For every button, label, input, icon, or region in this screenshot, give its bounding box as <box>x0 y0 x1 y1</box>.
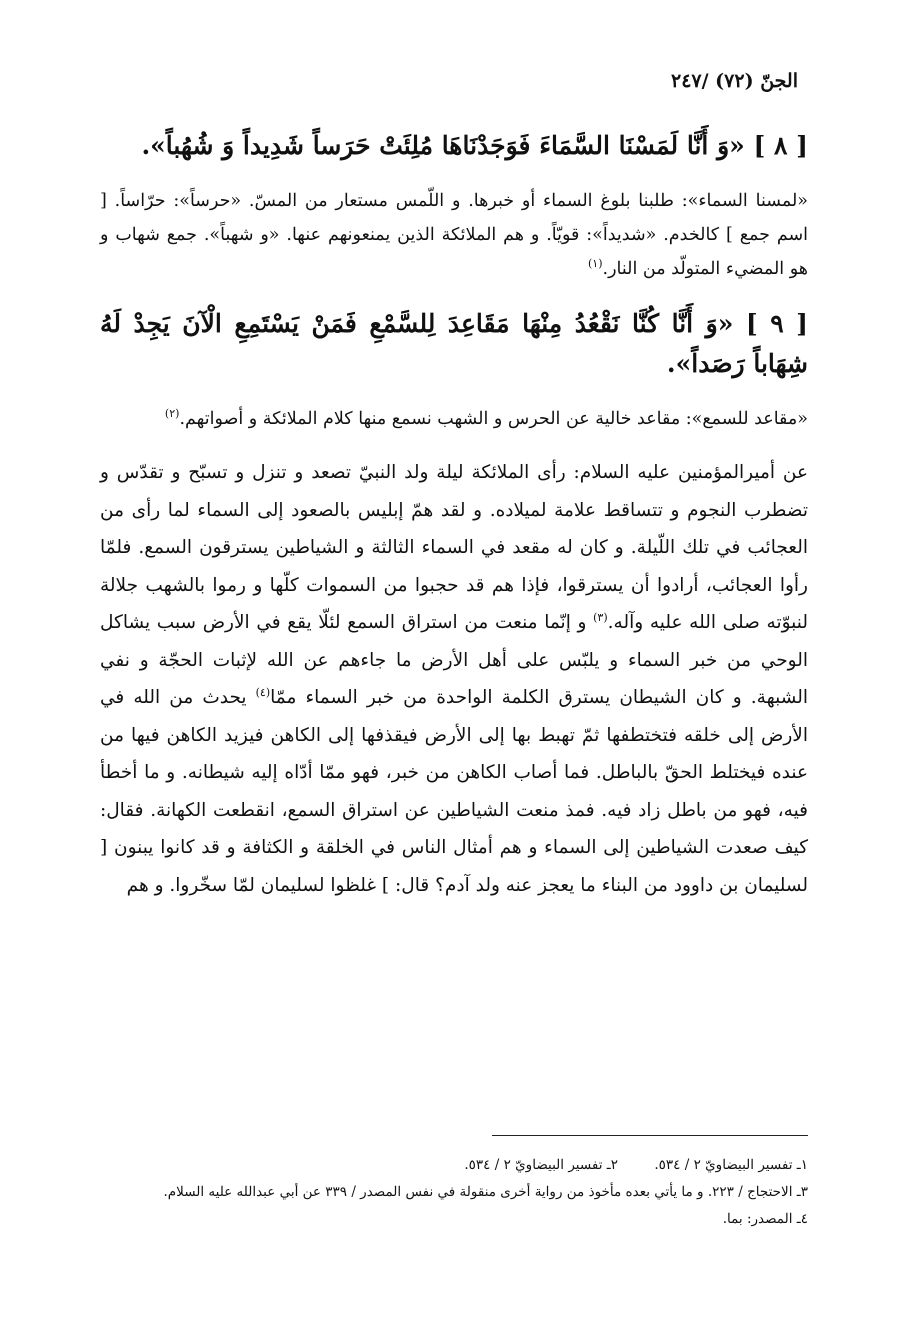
footnote-1: ١ـ تفسير البيضاويّ ٢ / ٥٣٤. <box>654 1157 808 1173</box>
footnote-divider <box>492 1135 808 1136</box>
commentary-verse-9-text: «مقاعد للسمع»: مقاعد خالية عن الحرس و الشهب نسمع منها كلام الملائكة و أصواتهم. <box>179 409 808 429</box>
footnote-3: ٣ـ الاحتجاج / ٢٢٣. و ما يأتي بعده مأخوذ من رواية أخرى منقولة في نفس المصدر / ٣٣٩ عن أبي عبدالله عليه السلام. <box>163 1184 808 1200</box>
footnote-ref-2: (٢) <box>164 407 180 421</box>
paragraph-part-3: يحدث من الله في الأرض إلى خلقه فتختطفها ثمّ تهبط بها إلى الأرض فيقذفها إلى الكاهن فيزيد الكاهن فيها من عنده فيختلط الحقّ بالباطل. فما أصاب الكاهن من خبر، فهو ممّا أدّاه إليه شيطانه. و ما أخطأ فيه، فهو من باطل زاد فيه. فمذ منعت الشياطين عن استراق السمع، انقطعت الكهانة. فقال: كيف صعدت الشياطين إلى السماء و هم أمثال الناس في الخلقة و الكثافة و قد كانوا يبنون [ لسليمان بن داوود من البناء ما يعجز عنه ولد آدم؟ قال: ] غلظوا لسليمان لمّا سخّروا. و هم <box>100 687 808 896</box>
commentary-verse-8 <box>100 184 808 286</box>
page-content <box>100 126 808 904</box>
footnote-ref-1: (١) <box>587 257 603 271</box>
hadith-paragraph <box>100 454 808 904</box>
footnote-4: ٤ـ المصدر: بما. <box>722 1211 808 1227</box>
commentary-verse-9 <box>100 402 808 436</box>
commentary-verse-8-text: «لمسنا السماء»: طلبنا بلوغ السماء أو خبرها. و اللّمس مستعار من المسّ. «حرساً»: حرّاساً. [ اسم جمع ] كالخدم. «شديداً»: قويّاً. و هم الملائكة الذين يمنعونهم عنها. «و شهباً». جمع شهاب و هو المضيء المتولّد من النار. <box>100 191 808 279</box>
verse-8: [ ٨ ] «وَ أَنَّا لَمَسْنَا السَّمَاءَ فَوَجَدْنَاهَا مُلِئَتْ حَرَساً شَدِيداً وَ شُهُباً». <box>141 131 808 160</box>
page-header: الجنّ (٧٢) /٢٤٧ <box>671 70 798 92</box>
paragraph-part-1: عن أميرالمؤمنين عليه السلام: رأى الملائكة ليلة ولد النبيّ تصعد و تنزل و تسبّح و تقدّس و تضطرب النجوم و تتساقط علامة لميلاده. و لقد همّ إبليس بالصعود إلى السماء لما رأى من العجائب في تلك اللّيلة. و كان له مقعد في السماء الثالثة و الشياطين يسترقون السمع. فلمّا رأوا العجائب، أرادوا أن يسترقوا، فإذا هم قد حجبوا من السموات كلّها و رموا بالشهب جلالة لنبوّته صلى الله عليه وآله. <box>100 462 808 633</box>
footnote-ref-3: (٣) <box>593 610 608 624</box>
footnote-row-1-2 <box>96 1152 808 1179</box>
verse-9: [ ٩ ] «وَ أَنَّا كُنَّا نَقْعُدُ مِنْهَا مَقَاعِدَ لِلسَّمْعِ فَمَنْ يَسْتَمِعِ الْآنَ يَجِدْ لَهُ شِهَاباً رَصَداً». <box>100 309 808 378</box>
footnote-2: ٢ـ تفسير البيضاويّ ٢ / ٥٣٤. <box>464 1157 618 1173</box>
footnotes <box>96 1152 808 1233</box>
paragraph-part-2: و إنّما منعت من استراق السمع لئلّا يقع في الأرض سبب يشاكل الوحي من خبر السماء و يلبّس على أهل الأرض ما جاءهم عن الله لإثبات الحجّة و نفي الشبهة. و كان الشيطان يسترق الكلمة الواحدة من خبر السماء ممّا <box>100 612 808 708</box>
footnote-ref-4: (٤) <box>255 685 271 699</box>
